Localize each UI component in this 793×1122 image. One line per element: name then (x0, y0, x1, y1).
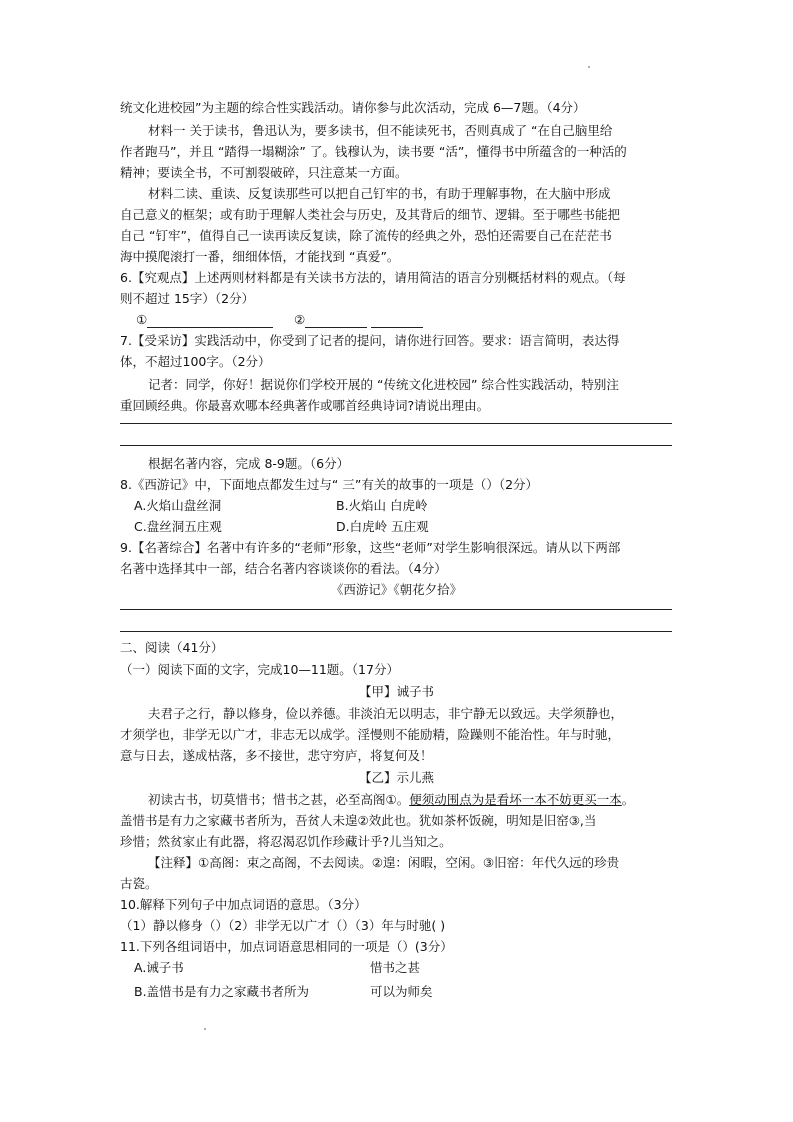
section-heading: 二、阅读（41分） (120, 640, 224, 655)
text-line: 夫君子之行，静以修身，俭以养德。非淡泊无以明志，非宁静无以致远。夫学须静也， (148, 706, 624, 721)
question-11: 11.下列各组词语中，加点词语意思相同的一项是（）(3分） (120, 939, 453, 954)
answer-blank[interactable] (305, 315, 367, 328)
option-a: A.火焰山盘丝洞 (134, 498, 222, 513)
text-line: 珍惜；然贫家止有此器，将忍渴忍饥作珍藏计乎?儿当知之。 (120, 834, 452, 849)
option-c: C.盘丝洞五庄观 (134, 519, 222, 534)
answer-blank[interactable] (371, 315, 423, 328)
option-b: B.火焰山 白虎岭 (336, 498, 428, 513)
text-line: 精神；要读全书，不可割裂破碎，只注意某一方面。 (120, 165, 408, 180)
passage-title-jia: 【甲】诫子书 (358, 684, 434, 699)
option-a: A.诫子书 (134, 960, 184, 975)
text-line: 自己 “钉牢”，值得自己一读再读反复读，除了流传的经典之外，恐怕还需要自己在茫茫书 (120, 228, 612, 243)
option-d: D.白虎岭 五庄观 (336, 519, 429, 534)
subsection-heading: （一）阅读下面的文字，完成10—11题。（17分） (120, 662, 399, 677)
scan-speck (204, 1028, 206, 1030)
circled-number: ① (136, 312, 148, 327)
passage-title-yi: 【乙】示儿燕 (358, 770, 434, 785)
text-line: 材料一 关于读书，鲁迅认为，要多读书，但不能读死书，否则真成了 “在自己脑里给 (148, 123, 613, 138)
text-line: 体，不超过100字。（2分） (120, 354, 271, 369)
text-line: 材料二读、重读、反复读那些可以把自己钉牢的书，有助于理解事物，在大脑中形成 (148, 186, 611, 201)
answer-rule[interactable] (120, 609, 672, 610)
text-line (148, 792, 634, 808)
option-a-pair: 惜书之甚 (370, 960, 421, 975)
underlined-sentence: 便须动围点为是看坏一本不妨更买一本 (409, 792, 622, 807)
answer-rule[interactable] (120, 445, 672, 446)
text-segment: 。 (621, 792, 635, 807)
text-line: 意与日去，遂成枯落，多不接世，悲守穷庐，将复何及！ (120, 748, 433, 763)
answer-line-1 (136, 312, 273, 328)
text-line: 则不超过 15字）（2分） (120, 291, 255, 306)
text-line: 记者：同学，你好！据说你们学校开展的 “传统文化进校园” 综合性实践活动，特别注 (148, 377, 619, 392)
section-intro: 根据名著内容，完成 8-9题。（6分） (148, 456, 350, 471)
text-line: 才须学也，非学无以广才，非志无以成学。淫慢则不能励精，险躁则不能治性。年与时驰， (120, 727, 621, 742)
question-7: 7.【受采访】实践活动中，你受到了记者的提问，请你进行回答。要求：语言简明，表达得 (120, 333, 620, 348)
answer-rule[interactable] (120, 631, 672, 632)
text-line: 统文化进校园”为主题的综合性实践活动。请你参与此次活动，完成 6—7题。（4分） (120, 100, 586, 115)
answer-line-2 (294, 312, 423, 328)
answer-blank[interactable] (147, 315, 273, 328)
text-line: 自己意义的框架；或有助于理解人类社会与历史，及其背后的细节、逻辑。至于哪些书能把 (120, 207, 621, 222)
text-segment: 初读古书，切莫惜书；惜书之甚，必至高阁①。 (148, 792, 410, 807)
question-6: 6.【究观点】上述两则材料都是有关读书方法的，请用简洁的语言分别概括材料的观点。（每 (120, 270, 626, 285)
text-line: 古瓷。 (120, 876, 158, 891)
question-9: 9.【名著综合】名著中有许多的“老师”形象，这些“老师”对学生影响很深远。请从以下两部 (120, 540, 621, 555)
text-line: 作者跑马”，并且 “踏得一塌糊涂” 了。钱穆认为，读书要 “活”，懂得书中所蕴含的一种活的 (120, 144, 627, 159)
answer-rule[interactable] (120, 423, 672, 424)
annotation-note: 【注释】①高阁：束之高阁，不去阅读。②遑：闲暇，空闲。③旧窑：年代久远的珍贵 (148, 855, 620, 870)
question-8: 8.《西游记》中，下面地点都发生过与“ 三”有关的故事的一项是（）（2分） (120, 477, 539, 492)
text-line: 名著中选择其中一部，结合名著内容谈谈你的看法。（4分） (120, 561, 447, 576)
option-b: B.盖惜书是有力之家藏书者所为 (134, 984, 310, 999)
question-10: 10.解释下列句子中加点词语的意思。（3分） (120, 897, 367, 912)
question-10-items: （1）静以修身（）（2）非学无以广才（）（3）年与时驰( ) (120, 918, 446, 933)
text-line: 盖惜书是有力之家藏书者所为，吾贫人未遑②效此也。犹如茶杯饭碗，明知是旧窑③,当 (120, 813, 597, 828)
text-line: 海中摸爬滚打一番，细细体悟，才能找到 “真爱”。 (120, 249, 400, 264)
scan-speck (588, 66, 590, 68)
book-titles: 《西游记》《朝花夕拾》 (330, 582, 463, 597)
option-b-pair: 可以为师矣 (370, 984, 433, 999)
text-line: 重回顾经典。你最喜欢哪本经典著作或哪首经典诗词?请说出理由。 (120, 398, 490, 413)
circled-number: ② (294, 312, 306, 327)
